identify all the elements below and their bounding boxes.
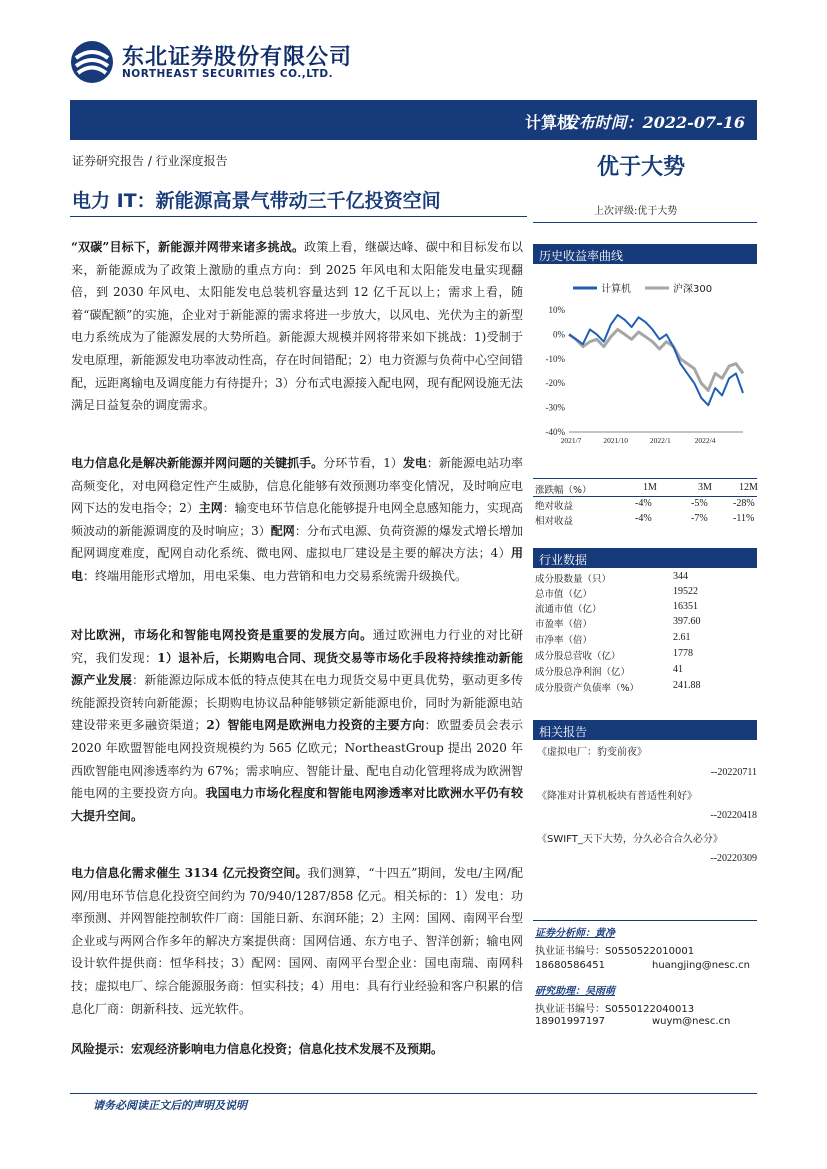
company-name-en: NORTHEAST SECURITIES CO.,LTD. bbox=[122, 68, 334, 80]
analyst-divider bbox=[533, 920, 757, 921]
paragraph-2-text-a: 分环节看，1） bbox=[323, 456, 403, 470]
paragraph-2-bold-2: 主网 bbox=[198, 501, 223, 516]
perf-table-mid-line bbox=[533, 496, 757, 497]
y-tick-label: -30% bbox=[545, 402, 565, 413]
company-logo bbox=[70, 38, 370, 86]
industry-key: 流通市值（亿） bbox=[535, 604, 602, 615]
paragraph-3-text-a: 通过欧洲电力行业的对比研究，我们发现： bbox=[71, 628, 523, 665]
industry-row bbox=[535, 616, 755, 631]
related-report-date: --20220711 bbox=[710, 767, 757, 778]
series-line-csi300 bbox=[569, 330, 743, 391]
analyst-cert: 执业证书编号：S0550522010001 bbox=[535, 946, 695, 957]
related-report-date: --20220418 bbox=[710, 810, 757, 821]
industry-key: 总市值（亿） bbox=[535, 589, 593, 600]
return-chart bbox=[533, 272, 757, 452]
perf-row-label: 绝对收益 bbox=[535, 501, 574, 512]
perf-row-relative bbox=[535, 513, 759, 527]
perf-value-12m: -11% bbox=[733, 513, 755, 524]
paragraph-2-lead: 电力信息化是解决新能源并网问题的关键抓手。 bbox=[71, 456, 324, 470]
industry-key: 成分股数量（只） bbox=[535, 574, 612, 585]
x-tick-label: 2021/10 bbox=[603, 436, 628, 445]
industry-row bbox=[535, 571, 755, 586]
paragraph-4-text: 我们测算，“十四五”期间，发电/主网/配网/用电环节信息化投资空间约为 70/940/1287/858 亿元。相关标的：1）发电：功率预测、并网智能控制软件厂商：国能日新、东润环能；2）主网：国网、南网平台型企业或与两网合作多年的解决方案提供商：国网信通、东方电子、智洋创新；输电网设计软件提供商：恒华科技；3）配网：国网、南网平台型企业：国电南瑞、南网科技；虚拟电厂、综合能源服务商：恒实科技；4）用电：具有行业经验和客户积累的信息化厂商：朗新科技、远光软件。 bbox=[71, 866, 523, 1016]
perf-row-absolute bbox=[535, 498, 759, 512]
industry-value: 344 bbox=[673, 571, 688, 582]
logo-emblem-icon bbox=[70, 40, 114, 84]
paragraph-4-lead: 电力信息化需求催生 3134 亿元投资空间。 bbox=[71, 866, 308, 880]
related-report-date: --20220309 bbox=[710, 853, 757, 864]
publish-date: 发布时间：2022-07-16 bbox=[562, 113, 745, 132]
paragraph-1 bbox=[71, 236, 523, 417]
legend-label: 计算机 bbox=[601, 284, 631, 295]
series-line-computer bbox=[569, 315, 743, 405]
report-category: 证券研究报告 / 行业深度报告 bbox=[72, 154, 228, 168]
perf-value-3m: -7% bbox=[691, 513, 708, 524]
analyst-phone: 18680586451 bbox=[535, 960, 605, 971]
paragraph-3 bbox=[71, 624, 523, 827]
assistant-cert: 执业证书编号：S0550122040013 bbox=[535, 1004, 695, 1015]
perf-table-top-line bbox=[533, 478, 757, 479]
industry-key: 成分股总营收（亿） bbox=[535, 651, 621, 662]
footer-disclaimer: 请务必阅读正文后的声明及说明 bbox=[93, 1099, 247, 1112]
related-report-link[interactable]: 《降准对计算机板块有普适性利好》 bbox=[537, 791, 697, 802]
analyst-name: 证券分析师：黄净 bbox=[535, 928, 615, 939]
sidebar-divider bbox=[533, 222, 757, 223]
perf-table-header bbox=[535, 482, 759, 496]
title-divider bbox=[70, 216, 527, 217]
industry-value: 16351 bbox=[673, 601, 698, 612]
legend-label: 沪深300 bbox=[673, 284, 713, 295]
footer-line bbox=[70, 1093, 757, 1094]
industry-row bbox=[535, 601, 755, 616]
y-tick-label: -40% bbox=[545, 427, 565, 437]
industry-value: 41 bbox=[673, 664, 683, 675]
perf-header-12m: 12M bbox=[739, 482, 758, 493]
industry-value: 19522 bbox=[673, 586, 698, 597]
x-tick-label: 2022/4 bbox=[694, 436, 716, 445]
assistant-phone: 18901997197 bbox=[535, 1016, 605, 1027]
paragraph-2-bold-1: 发电 bbox=[402, 456, 427, 470]
industry-row bbox=[535, 648, 755, 663]
y-tick-label: -20% bbox=[545, 378, 565, 389]
perf-value-12m: -28% bbox=[733, 498, 755, 509]
paragraph-2-text-c: ：新能源电站功率高频变化，对电网稳定性产生威胁，信息化能够有效预测功率变化情况，及时响应电网下达的发电指令；2） bbox=[71, 456, 523, 516]
perf-value-3m: -5% bbox=[691, 498, 708, 509]
last-rating: 上次评级:优于大势 bbox=[594, 206, 678, 217]
paragraph-3-bold-3: 我国电力市场化程度和智能电网渗透率对比欧洲水平仍有较大提升空间。 bbox=[71, 786, 523, 823]
perf-value-1m: -4% bbox=[635, 498, 652, 509]
industry-value: 397.60 bbox=[673, 616, 701, 627]
risk-warning: 风险提示：宏观经济影响电力信息化投资；信息化技术发展不及预期。 bbox=[71, 1042, 444, 1056]
paragraph-2-text-f: ：终端用能形式增加，用电采集、电力营销和电力交易系统需升级换代。 bbox=[83, 568, 468, 583]
paragraph-3-bold-1: 1）退补后，长期购电合同、现货交易等市场化手段将持续推动新能源产业发展 bbox=[71, 650, 523, 688]
y-tick-label: 10% bbox=[548, 305, 565, 315]
paragraph-3-lead: 对比欧洲，市场化和智能电网投资是重要的发展方向。 bbox=[71, 628, 373, 642]
industry-value: 1778 bbox=[673, 648, 693, 659]
y-tick-label: 0% bbox=[553, 329, 565, 340]
paragraph-2-text-e: ：分布式电源、负荷资源的爆发式增长增加配网调度难度，配网自动化系统、微电网、虚拟电厂建设是主要的解决方法；4） bbox=[71, 523, 523, 561]
assistant-name: 研究助理：吴雨萌 bbox=[535, 986, 615, 997]
chart-section-head: 历史收益率曲线 bbox=[533, 244, 757, 264]
analyst-email[interactable]: huangjing@nesc.cn bbox=[652, 960, 750, 971]
perf-value-1m: -4% bbox=[635, 513, 652, 524]
paragraph-1-text: 政策上看，继碳达峰、碳中和目标发布以来，新能源成为了政策上激励的重点方向：到 2025 年风电和太阳能发电量实现翻倍，到 2030 年风电、太阳能发电总装机容量达到 12 亿千瓦以上；需求上看，随着“碳配额”的实施，企业对于新能源的需求将进一步放大，以风电、光伏为主的新型电力系统成为了能源发展的大势所趋。新能源大规模并网将带来如下挑战：1)受制于发电原理，新能源发电功率波动性高，存在时间错配；2）电力资源与负荷中心空间错配，远距离输电及调度能力有待提升；3）分布式电源接入配电网，现有配网设施无法满足日益复杂的调度需求。 bbox=[71, 240, 523, 413]
paragraph-4 bbox=[71, 862, 523, 1020]
header-band bbox=[70, 100, 757, 140]
y-tick-label: -10% bbox=[545, 353, 565, 364]
company-name-cn: 东北证券股份有限公司 bbox=[122, 45, 353, 70]
report-title: 电力 IT：新能源高景气带动三千亿投资空间 bbox=[72, 190, 441, 212]
industry-row bbox=[535, 632, 755, 647]
paragraph-3-bold-2: 2）智能电网是欧洲电力投资的主要方向 bbox=[206, 718, 425, 733]
perf-header-3m: 3M bbox=[698, 482, 712, 493]
paragraph-3-text-c: ：新能源边际成本低的特点使其在电力现货交易中更具优势，驱动更多传统能源投资转向新能源；长期购电协议品种能够锁定新能源电价，同时为新能源电站建设带来更多融资渠道； bbox=[71, 673, 523, 733]
related-report-link[interactable]: 《SWIFT_天下大势，分久必合合久必分》 bbox=[537, 834, 723, 845]
paragraph-3-text-d: ：欧盟委员会表示 2020 年欧盟智能电网投资规模约为 565 亿欧元；NortheastGroup 提出 2020 年西欧智能电网渗透率约为 67%；需求响应、智能计量、配电自动化管理将成为欧洲智能电网的主要投资方向。 bbox=[71, 718, 523, 801]
paragraph-2-text-d: ：输变电环节信息化能够提升电网全息感知能力，实现高频波动的新能源调度的及时响应；3） bbox=[71, 501, 523, 538]
related-report-link[interactable]: 《虚拟电厂：豹变前夜》 bbox=[537, 747, 647, 758]
paragraph-2-bold-3: 配网 bbox=[270, 523, 295, 538]
industry-row bbox=[535, 664, 755, 679]
x-tick-label: 2022/1 bbox=[649, 436, 671, 445]
industry-key: 成分股总净利润（亿） bbox=[535, 667, 631, 678]
assistant-email[interactable]: wuym@nesc.cn bbox=[652, 1016, 731, 1027]
perf-header-label: 涨跌幅（%） bbox=[535, 485, 592, 496]
industry-section-head: 行业数据 bbox=[533, 548, 757, 568]
industry-key: 成分股资产负债率（%） bbox=[535, 683, 640, 694]
paragraph-2 bbox=[71, 452, 523, 588]
industry-key: 市净率（倍） bbox=[535, 635, 593, 646]
perf-row-label: 相对收益 bbox=[535, 516, 574, 527]
rating: 优于大势 bbox=[597, 155, 686, 180]
paragraph-1-lead: “双碳”目标下，新能源并网带来诸多挑战。 bbox=[71, 240, 305, 254]
industry-key: 市盈率（倍） bbox=[535, 619, 593, 630]
sector-label: 计算机 bbox=[525, 113, 574, 132]
industry-row bbox=[535, 680, 755, 695]
related-section-head: 相关报告 bbox=[533, 720, 757, 740]
industry-row bbox=[535, 586, 755, 601]
x-tick-label: 2021/7 bbox=[560, 436, 582, 445]
paragraph-2-bold-4: 用电 bbox=[71, 546, 523, 583]
industry-value: 241.88 bbox=[673, 680, 701, 691]
perf-header-1m: 1M bbox=[643, 482, 657, 493]
industry-value: 2.61 bbox=[673, 632, 691, 643]
